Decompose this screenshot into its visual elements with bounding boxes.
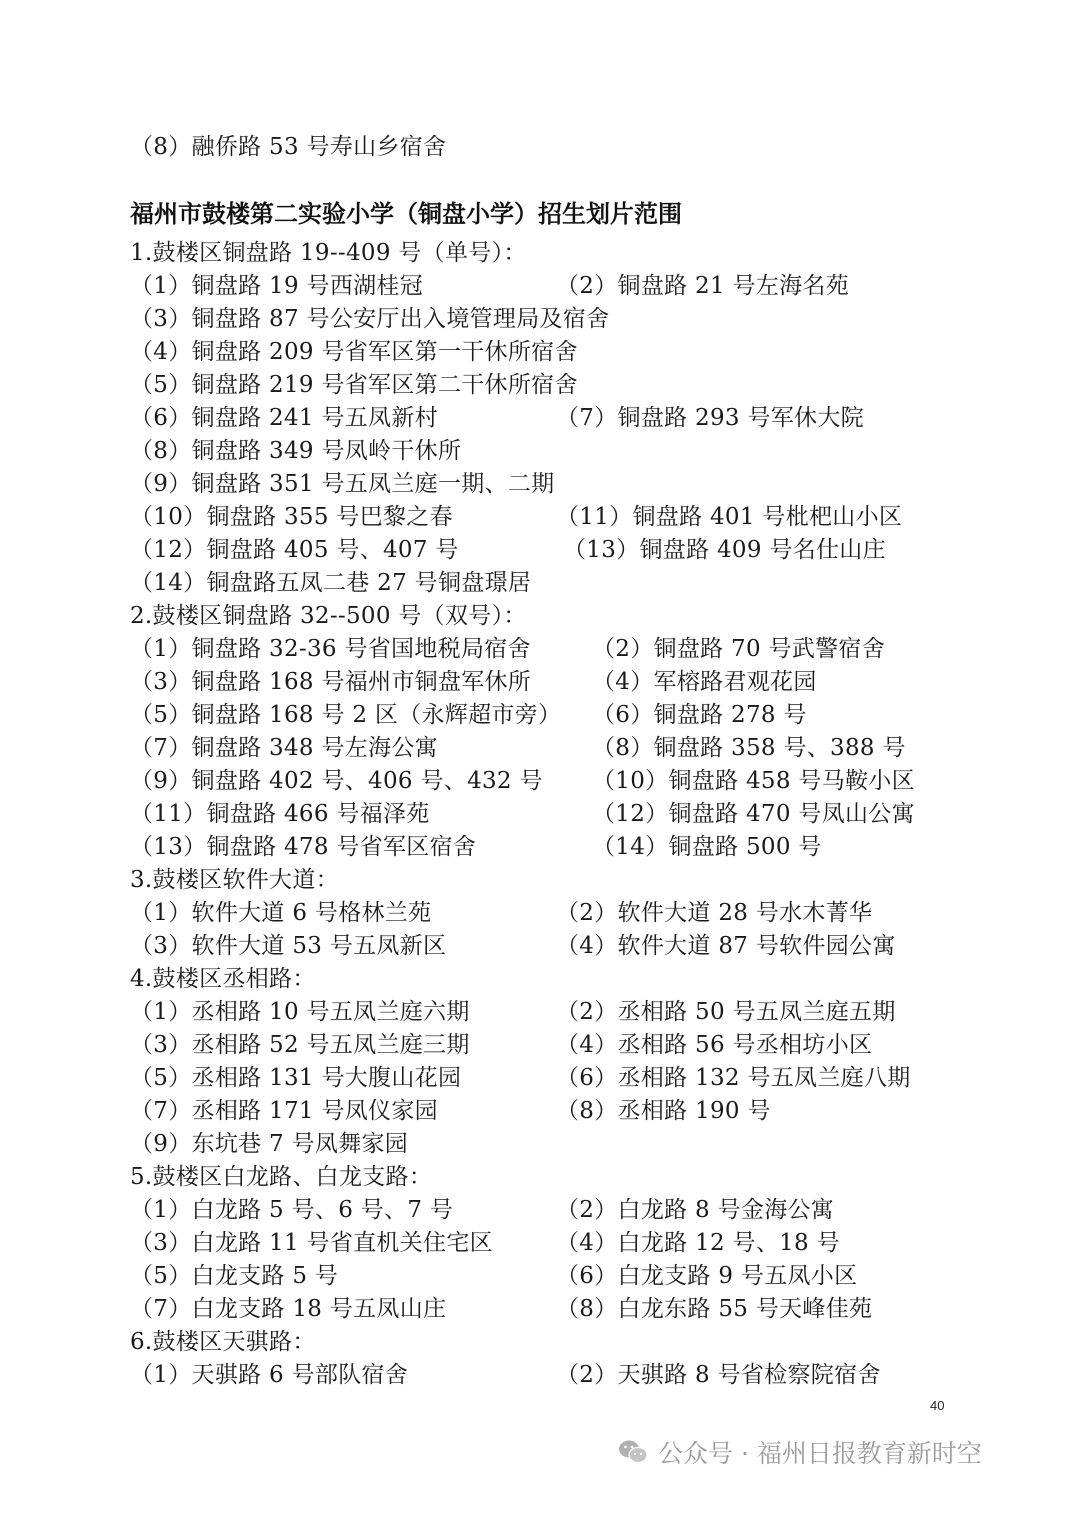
list-item: （6）铜盘路 241 号五凤新村 xyxy=(130,405,438,431)
watermark-text: 公众号 · 福州日报教育新时空 xyxy=(658,1439,982,1468)
watermark xyxy=(618,1432,982,1472)
list-item: （6）丞相路 132 号五凤兰庭八期 xyxy=(556,1065,911,1091)
list-item: （7）铜盘路 293 号军休大院 xyxy=(556,405,864,431)
list-item: （4）丞相路 56 号丞相坊小区 xyxy=(556,1032,873,1058)
top-list-item: （8）融侨路 53 号寿山乡宿舍 xyxy=(130,134,447,160)
list-item: （2）铜盘路 70 号武警宿舍 xyxy=(592,636,886,662)
list-item: （4）白龙路 12 号、18 号 xyxy=(556,1230,840,1256)
list-item: 5.鼓楼区白龙路、白龙支路： xyxy=(130,1164,433,1190)
list-item: （13）铜盘路 409 号名仕山庄 xyxy=(563,537,886,563)
list-item: （8）丞相路 190 号 xyxy=(556,1098,771,1124)
list-item: （4）军榕路君观花园 xyxy=(592,669,817,695)
list-item: （1）软件大道 6 号格林兰苑 xyxy=(130,900,432,926)
list-item: （7）铜盘路 348 号左海公寓 xyxy=(130,735,438,761)
list-item: （5）铜盘路 168 号 2 区（永辉超市旁） xyxy=(130,702,562,728)
list-item: （4）铜盘路 209 号省军区第一干休所宿舍 xyxy=(130,339,578,365)
list-item: 1.鼓楼区铜盘路 19--409 号（单号）： xyxy=(130,240,527,266)
list-item: （3）丞相路 52 号五凤兰庭三期 xyxy=(130,1032,470,1058)
section-title: 福州市鼓楼第二实验小学（铜盘小学）招生划片范围 xyxy=(130,200,682,228)
list-item: （14）铜盘路 500 号 xyxy=(592,834,822,860)
list-item: （2）丞相路 50 号五凤兰庭五期 xyxy=(556,999,896,1025)
list-item: （1）铜盘路 32-36 号省国地税局宿舍 xyxy=(130,636,531,662)
list-item: （6）白龙支路 9 号五凤小区 xyxy=(556,1263,858,1289)
list-item: （2）天骐路 8 号省检察院宿舍 xyxy=(556,1362,881,1388)
list-item: （10）铜盘路 355 号巴黎之春 xyxy=(130,504,453,530)
wechat-icon xyxy=(618,1439,648,1465)
list-item: （2）铜盘路 21 号左海名苑 xyxy=(556,273,850,299)
list-item: （7）丞相路 171 号凤仪家园 xyxy=(130,1098,438,1124)
page-number: 40 xyxy=(930,1398,945,1413)
list-item: （9）铜盘路 402 号、406 号、432 号 xyxy=(130,768,543,794)
list-item: （3）铜盘路 87 号公安厅出入境管理局及宿舍 xyxy=(130,306,610,332)
list-item: 6.鼓楼区天骐路： xyxy=(130,1329,316,1355)
list-item: （5）铜盘路 219 号省军区第二干休所宿舍 xyxy=(130,372,578,398)
list-item: （3）铜盘路 168 号福州市铜盘军休所 xyxy=(130,669,532,695)
list-item: （3）白龙路 11 号省直机关住宅区 xyxy=(130,1230,493,1256)
list-item: （1）铜盘路 19 号西湖桂冠 xyxy=(130,273,424,299)
list-item: （14）铜盘路五凤二巷 27 号铜盘璟居 xyxy=(130,570,532,596)
list-item: （1）丞相路 10 号五凤兰庭六期 xyxy=(130,999,470,1025)
list-item: （11）铜盘路 401 号枇杷山小区 xyxy=(556,504,903,530)
list-item: （8）铜盘路 349 号凤岭干休所 xyxy=(130,438,462,464)
list-item: 2.鼓楼区铜盘路 32--500 号（双号）： xyxy=(130,603,527,629)
list-item: （13）铜盘路 478 号省军区宿舍 xyxy=(130,834,477,860)
list-item: （9）东坑巷 7 号凤舞家园 xyxy=(130,1131,409,1157)
list-item: 4.鼓楼区丞相路： xyxy=(130,966,316,992)
list-item: （4）软件大道 87 号软件园公寓 xyxy=(556,933,896,959)
list-item: （10）铜盘路 458 号马鞍小区 xyxy=(592,768,915,794)
list-item: （5）白龙支路 5 号 xyxy=(130,1263,339,1289)
list-item: （7）白龙支路 18 号五凤山庄 xyxy=(130,1296,447,1322)
list-item: （8）铜盘路 358 号、388 号 xyxy=(592,735,906,761)
list-item: （5）丞相路 131 号大腹山花园 xyxy=(130,1065,462,1091)
list-item: （9）铜盘路 351 号五凤兰庭一期、二期 xyxy=(130,471,555,497)
list-item: （3）软件大道 53 号五凤新区 xyxy=(130,933,447,959)
list-item: （12）铜盘路 405 号、407 号 xyxy=(130,537,459,563)
list-item: （8）白龙东路 55 号天峰佳苑 xyxy=(556,1296,873,1322)
list-item: （12）铜盘路 470 号凤山公寓 xyxy=(592,801,915,827)
list-item: 3.鼓楼区软件大道： xyxy=(130,867,339,893)
list-item: （2）白龙路 8 号金海公寓 xyxy=(556,1197,835,1223)
list-item: （6）铜盘路 278 号 xyxy=(592,702,807,728)
list-item: （1）天骐路 6 号部队宿舍 xyxy=(130,1362,409,1388)
list-item: （11）铜盘路 466 号福泽苑 xyxy=(130,801,430,827)
list-item: （1）白龙路 5 号、6 号、7 号 xyxy=(130,1197,454,1223)
list-item: （2）软件大道 28 号水木菁华 xyxy=(556,900,873,926)
